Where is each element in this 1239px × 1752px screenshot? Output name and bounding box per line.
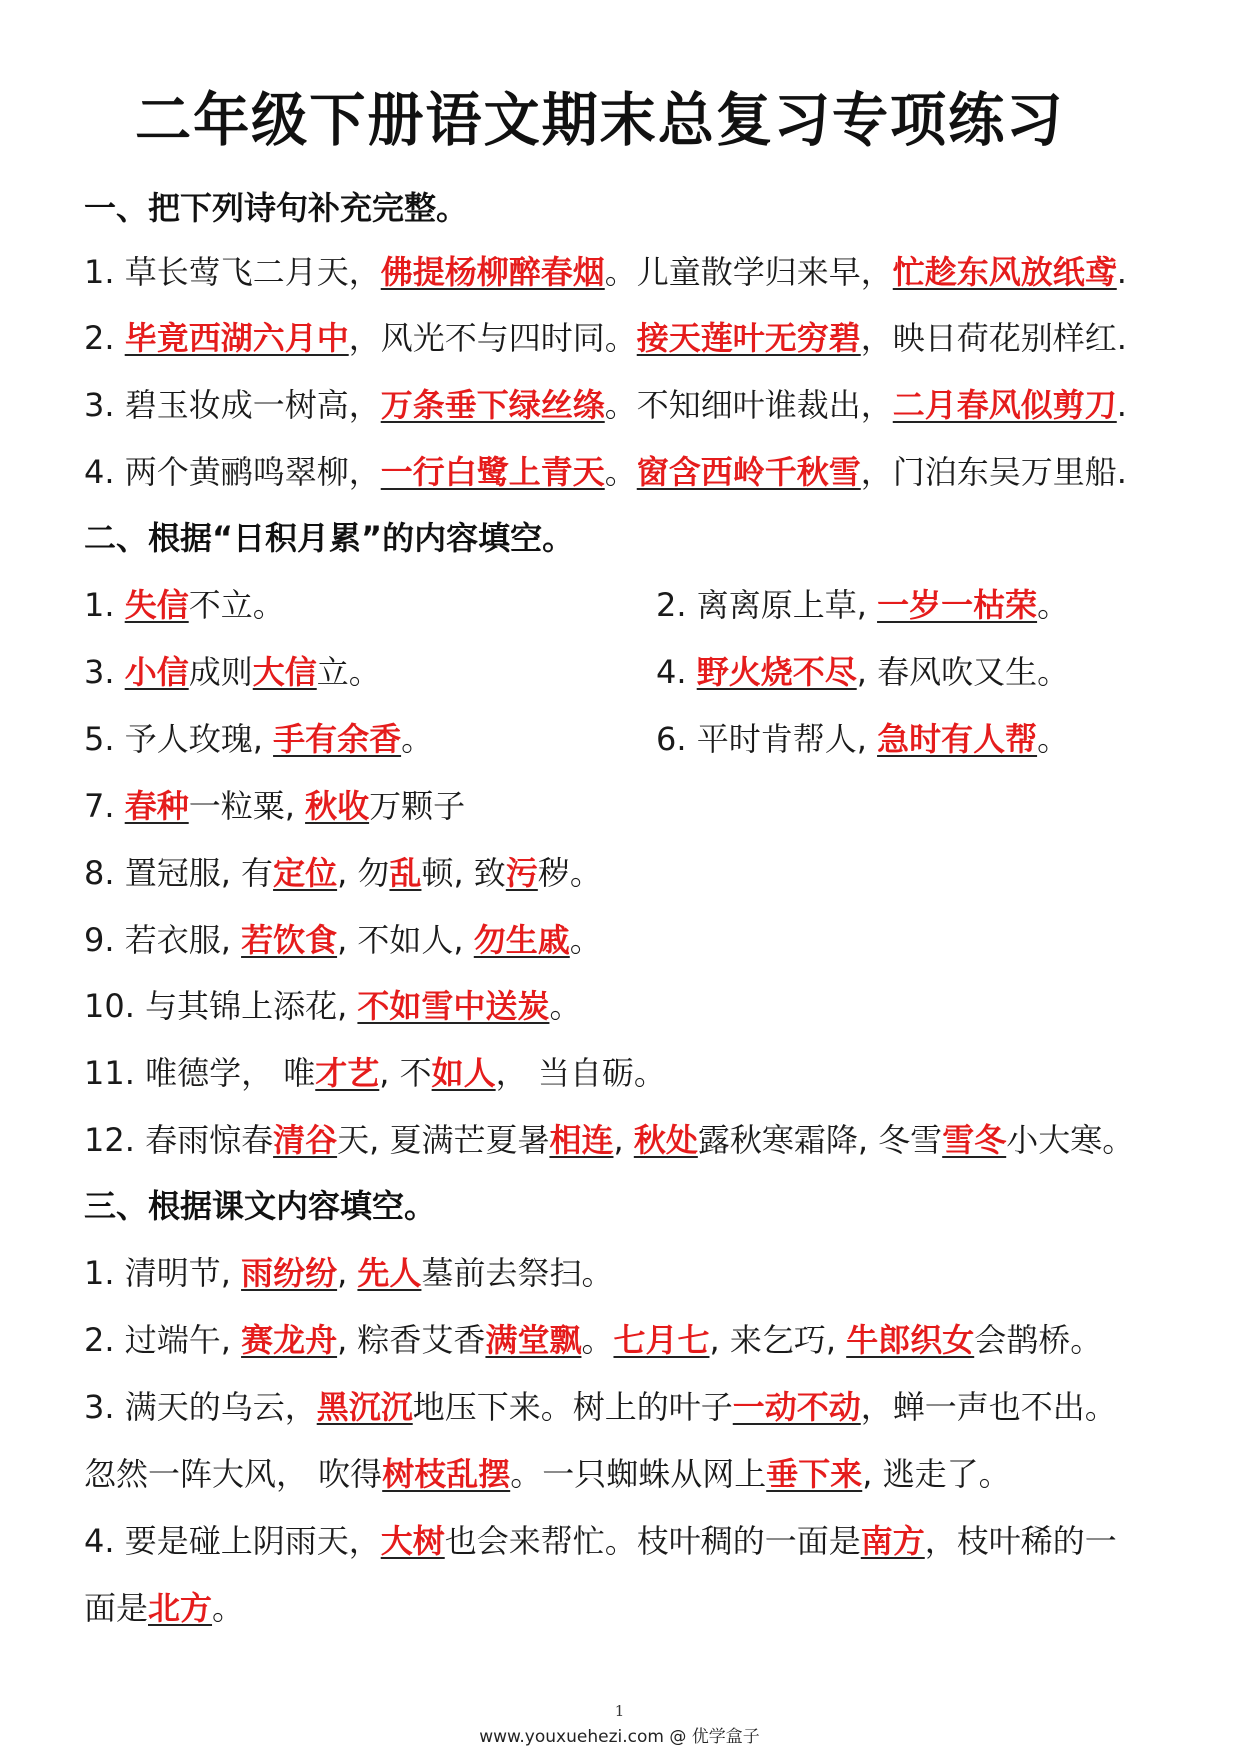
question-text: 9. 若衣服, xyxy=(84,921,242,959)
question-text: 也会来帮忙。枝叶稠的一面是 xyxy=(444,1522,861,1560)
question-text: 2. 过端午, xyxy=(84,1321,242,1359)
question-text: 顿, 致 xyxy=(421,854,506,892)
fill-item-2 xyxy=(656,585,1069,625)
answer-text: 垂下来 xyxy=(766,1455,863,1493)
answer-text: 一动不动 xyxy=(732,1388,861,1426)
question-text: 面是 xyxy=(84,1589,149,1627)
answer-text: 相连 xyxy=(549,1121,614,1159)
poem-line-1 xyxy=(84,252,1127,292)
question-text: . xyxy=(1116,253,1127,291)
question-text: 。 xyxy=(401,720,434,758)
question-text: ，风光不与四时同。 xyxy=(348,319,637,357)
fill-item-5 xyxy=(84,719,433,759)
question-text: 3. 满天的乌云， xyxy=(84,1388,317,1426)
fill-item-9 xyxy=(84,920,602,960)
question-text: 。儿童散学归来早， xyxy=(604,253,893,291)
question-text: 秽。 xyxy=(537,854,602,892)
question-text: 成则 xyxy=(188,653,253,691)
answer-text: 树枝乱摆 xyxy=(382,1455,511,1493)
answer-text: 不如雪中送炭 xyxy=(357,987,550,1025)
question-text: 3. xyxy=(84,653,125,691)
text-item-2 xyxy=(84,1320,1102,1360)
question-text: 12. 春雨惊春 xyxy=(84,1121,274,1159)
question-text: 1. 清明节, xyxy=(84,1254,242,1292)
answer-text: 春种 xyxy=(124,787,189,825)
question-text: 7. xyxy=(84,787,125,825)
fill-item-7 xyxy=(84,786,465,826)
answer-text: 毕竟西湖六月中 xyxy=(124,319,349,357)
question-text: 。 xyxy=(604,453,637,491)
question-text: ， 当自砺。 xyxy=(495,1054,666,1092)
question-text: 2. xyxy=(84,319,125,357)
answer-text: 秋收 xyxy=(305,787,370,825)
answer-text: 满堂飘 xyxy=(485,1321,582,1359)
question-text: 。不知细叶谁裁出， xyxy=(604,386,893,424)
answer-text: 野火烧不尽 xyxy=(696,653,857,691)
footer-website: www.youxuehezi.com @ 优学盒子 xyxy=(479,1727,760,1747)
question-text: ，门泊东吴万里船. xyxy=(860,453,1127,491)
answer-text: 窗含西岭千秋雪 xyxy=(636,453,861,491)
fill-item-10 xyxy=(84,986,581,1026)
answer-text: 大信 xyxy=(252,653,317,691)
answer-text: 才艺 xyxy=(315,1054,380,1092)
answer-text: 七月七 xyxy=(613,1321,710,1359)
answer-text: 大树 xyxy=(380,1522,445,1560)
answer-text: 佛提杨柳醉春烟 xyxy=(380,253,605,291)
answer-text: 失信 xyxy=(124,586,189,624)
answer-text: 忙趁东风放纸鸢 xyxy=(892,253,1117,291)
fill-item-12 xyxy=(84,1120,1134,1160)
answer-text: 急时有人帮 xyxy=(877,720,1038,758)
answer-text: 万条垂下绿丝绦 xyxy=(380,386,605,424)
question-text: 小大寒。 xyxy=(1006,1121,1135,1159)
answer-text: 先人 xyxy=(357,1254,422,1292)
answer-text: 北方 xyxy=(148,1589,213,1627)
question-text: 1. xyxy=(84,586,125,624)
fill-item-4 xyxy=(656,652,1069,692)
question-text: ，映日荷花别样红. xyxy=(860,319,1127,357)
section-2-heading: 二、根据“日积月累”的内容填空。 xyxy=(84,519,575,557)
answer-text: 南方 xyxy=(860,1522,925,1560)
question-text: 忽然一阵大风， 吹得 xyxy=(84,1455,383,1493)
question-text: . xyxy=(1116,386,1127,424)
question-text: 。 xyxy=(1037,586,1070,624)
answer-text: 勿生戚 xyxy=(473,921,570,959)
answer-text: 雨纷纷 xyxy=(241,1254,338,1292)
question-text: 立。 xyxy=(316,653,381,691)
section-1-heading: 一、把下列诗句补充完整。 xyxy=(84,189,469,227)
question-text: 。 xyxy=(1037,720,1070,758)
answer-text: 乱 xyxy=(389,854,422,892)
answer-text: 一行白鹭上青天 xyxy=(380,453,605,491)
question-text: 4. 要是碰上阴雨天， xyxy=(84,1522,381,1560)
question-text: 天, 夏满芒夏暑 xyxy=(337,1121,550,1159)
question-text: 。一只蜘蛛从网上 xyxy=(510,1455,767,1493)
question-text: , 勿 xyxy=(337,854,390,892)
question-text: 会鹊桥。 xyxy=(974,1321,1103,1359)
fill-item-8 xyxy=(84,853,602,893)
question-text: ，枝叶稀的一 xyxy=(924,1522,1117,1560)
question-text: 。 xyxy=(549,987,582,1025)
answer-text: 雪冬 xyxy=(942,1121,1007,1159)
fill-item-1 xyxy=(84,585,285,625)
answer-text: 一岁一枯荣 xyxy=(877,586,1038,624)
answer-text: 手有余香 xyxy=(273,720,402,758)
question-text: , xyxy=(613,1121,634,1159)
question-text: 。 xyxy=(569,921,602,959)
question-text: 6. 平时肯帮人, xyxy=(656,720,878,758)
answer-text: 若饮食 xyxy=(241,921,338,959)
question-text: 墓前去祭扫。 xyxy=(421,1254,614,1292)
question-text: , 不 xyxy=(379,1054,432,1092)
answer-text: 黑沉沉 xyxy=(316,1388,413,1426)
poem-line-2 xyxy=(84,318,1127,358)
question-text: 露秋寒霜降, 冬雪 xyxy=(697,1121,943,1159)
question-text: 地压下来。树上的叶子 xyxy=(412,1388,733,1426)
question-text: 。 xyxy=(581,1321,614,1359)
text-item-3 xyxy=(84,1387,1117,1427)
answer-text: 如人 xyxy=(431,1054,496,1092)
question-text: 11. 唯德学， 唯 xyxy=(84,1054,316,1092)
answer-text: 牛郎织女 xyxy=(846,1321,975,1359)
poem-line-3 xyxy=(84,385,1127,425)
fill-item-3 xyxy=(84,652,381,692)
page-number: 1 xyxy=(614,1702,625,1720)
question-text: 1. 草长莺飞二月天， xyxy=(84,253,381,291)
poem-line-4 xyxy=(84,452,1127,492)
answer-text: 清谷 xyxy=(273,1121,338,1159)
question-text: 8. 置冠服, 有 xyxy=(84,854,274,892)
question-text: 2. 离离原上草, xyxy=(656,586,878,624)
question-text: 一粒粟, xyxy=(188,787,306,825)
question-text: 4. xyxy=(656,653,697,691)
answer-text: 秋处 xyxy=(633,1121,698,1159)
answer-text: 定位 xyxy=(273,854,338,892)
text-item-3-cont xyxy=(84,1454,1011,1494)
answer-text: 污 xyxy=(505,854,538,892)
question-text: , 春风吹又生。 xyxy=(856,653,1070,691)
answer-text: 赛龙舟 xyxy=(241,1321,338,1359)
question-text: , 粽香艾香 xyxy=(337,1321,486,1359)
page-title: 二年级下册语文期末总复习专项练习 xyxy=(135,86,1065,154)
answer-text: 二月春风似剪刀 xyxy=(892,386,1117,424)
answer-text: 小信 xyxy=(124,653,189,691)
question-text: 4. 两个黄鹂鸣翠柳， xyxy=(84,453,381,491)
fill-item-6 xyxy=(656,719,1069,759)
question-text: 不立。 xyxy=(188,586,285,624)
question-text: , xyxy=(337,1254,358,1292)
question-text: , 不如人, xyxy=(337,921,474,959)
fill-item-11 xyxy=(84,1053,666,1093)
section-3-heading: 三、根据课文内容填空。 xyxy=(84,1187,437,1225)
question-text: ，蝉一声也不出。 xyxy=(860,1388,1117,1426)
question-text: 10. 与其锦上添花, xyxy=(84,987,358,1025)
question-text: 3. 碧玉妆成一树高， xyxy=(84,386,381,424)
answer-text: 接天莲叶无穷碧 xyxy=(636,319,861,357)
question-text: 5. 予人玫瑰, xyxy=(84,720,274,758)
text-item-1 xyxy=(84,1253,613,1293)
text-item-4-cont xyxy=(84,1588,244,1628)
question-text: , 来乞巧, xyxy=(709,1321,847,1359)
question-text: , 逃走了。 xyxy=(862,1455,1011,1493)
question-text: 万颗子 xyxy=(369,787,466,825)
text-item-4 xyxy=(84,1521,1117,1561)
question-text: 。 xyxy=(212,1589,245,1627)
